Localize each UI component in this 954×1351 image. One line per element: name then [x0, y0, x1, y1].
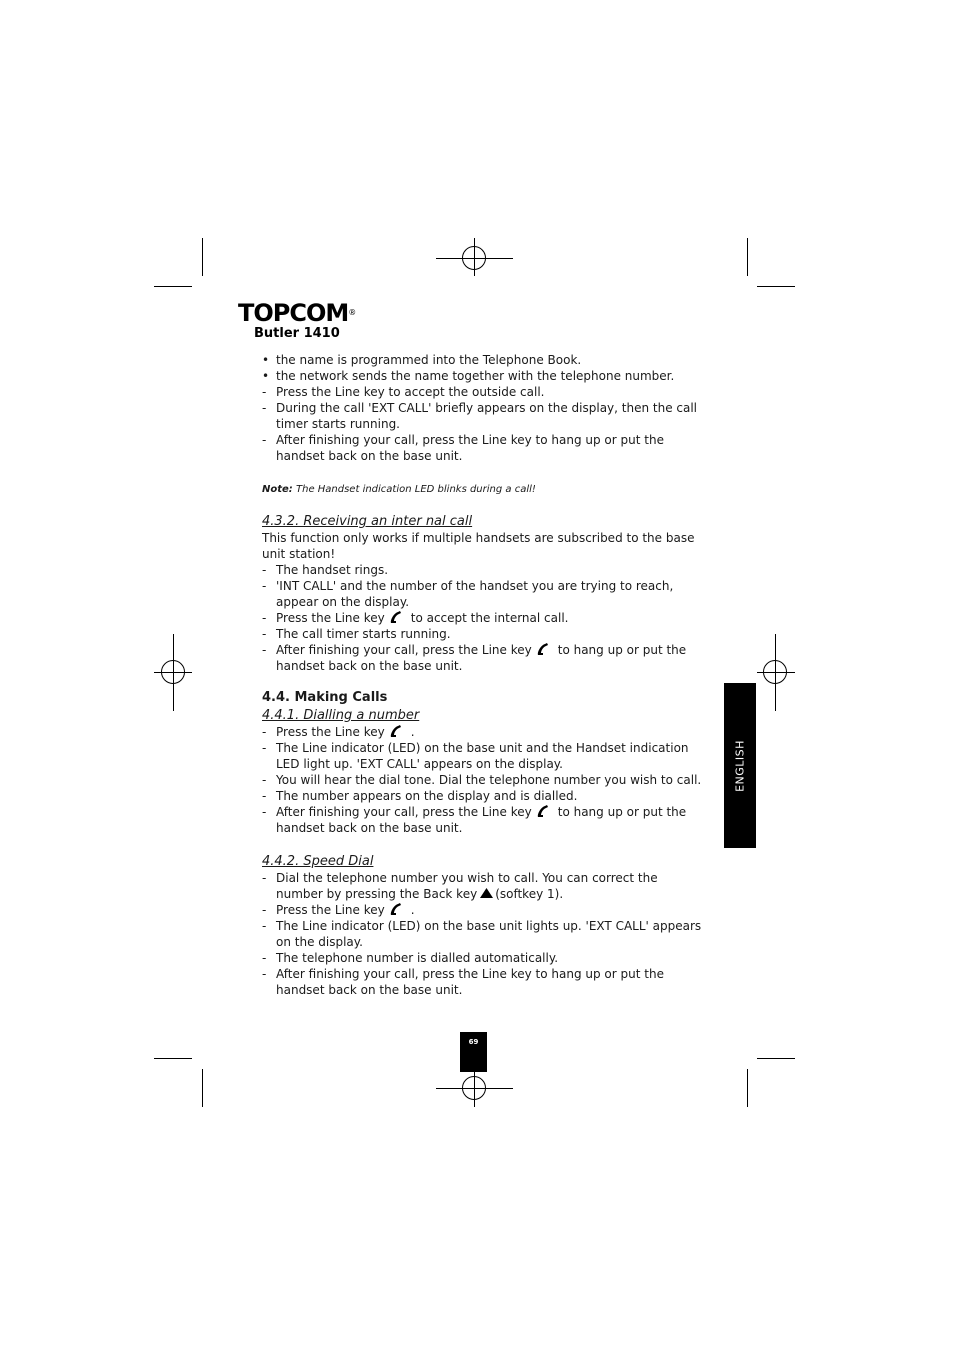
brand-logo: [238, 300, 355, 342]
list-item: - After finishing your call, press the Line key to hang up or put the handset back on the base unit.: [262, 642, 702, 674]
phone-handset-icon: [389, 902, 407, 916]
phone-handset-icon: [536, 804, 554, 818]
page-number: 69: [460, 1032, 487, 1072]
list-item: - During the call 'EXT CALL' briefly appears on the display, then the call timer starts running.: [262, 400, 702, 432]
list-item: - 'INT CALL' and the number of the handset you are trying to reach, appear on the display.: [262, 578, 702, 610]
list-item: - The telephone number is dialled automatically.: [262, 950, 702, 966]
crop-mark: [202, 1069, 203, 1107]
list-item: - The Line indicator (LED) on the base unit lights up. 'EXT CALL' appears on the display.: [262, 918, 702, 950]
list-item: - Press the Line key .: [262, 902, 702, 918]
crop-mark: [747, 1069, 748, 1107]
list-item: - The handset rings.: [262, 562, 702, 578]
crop-mark: [154, 1058, 192, 1059]
section-intro: This function only works if multiple handsets are subscribed to the base unit station!: [262, 531, 695, 561]
crop-mark: [154, 286, 192, 287]
model-name: Butler 1410: [254, 326, 340, 341]
brand-wordmark: TOPCOM®: [238, 299, 356, 327]
language-tab: ENGLISH: [724, 683, 756, 848]
phone-handset-icon: [536, 642, 554, 656]
section-heading-4-4-1: 4.4.1. Dialling a number: [262, 708, 420, 723]
phone-handset-icon: [389, 610, 407, 624]
list-item: - After finishing your call, press the Line key to hang up or put the handset back on the base unit.: [262, 432, 702, 464]
up-arrow-icon: [480, 888, 493, 898]
list-item: - Press the Line key to accept the internal call.: [262, 610, 702, 626]
list-item: - The call timer starts running.: [262, 626, 702, 642]
crop-mark: [757, 286, 795, 287]
crop-mark: [757, 1058, 795, 1059]
list-item: - The Line indicator (LED) on the base unit and the Handset indication LED light up. 'EXT CALL' appears on the display.: [262, 740, 702, 772]
list-item: - Press the Line key to accept the outside call.: [262, 384, 702, 400]
section-heading-4-4-2: 4.4.2. Speed Dial: [262, 854, 374, 869]
list-item: - After finishing your call, press the Line key to hang up or put the handset back on the base unit.: [262, 804, 702, 836]
list-item: • the name is programmed into the Telephone Book.: [262, 352, 702, 368]
manual-content: [262, 352, 702, 998]
section-heading-4-4: 4.4. Making Calls: [262, 690, 388, 705]
list-item: - Dial the telephone number you wish to call. You can correct the number by pressing the Back key (softkey 1).: [262, 870, 702, 902]
list-item: - Press the Line key .: [262, 724, 702, 740]
crop-mark: [747, 238, 748, 276]
list-item: - After finishing your call, press the Line key to hang up or put the handset back on the base unit.: [262, 966, 702, 998]
note: Note: The Handset indication LED blinks during a call!: [262, 484, 536, 495]
list-item: - The number appears on the display and is dialled.: [262, 788, 702, 804]
list-item: • the network sends the name together with the telephone number.: [262, 368, 702, 384]
section-heading-4-3-2: 4.3.2. Receiving an inter nal call: [262, 514, 473, 529]
list-item: - You will hear the dial tone. Dial the telephone number you wish to call.: [262, 772, 702, 788]
phone-handset-icon: [389, 724, 407, 738]
crop-mark: [202, 238, 203, 276]
